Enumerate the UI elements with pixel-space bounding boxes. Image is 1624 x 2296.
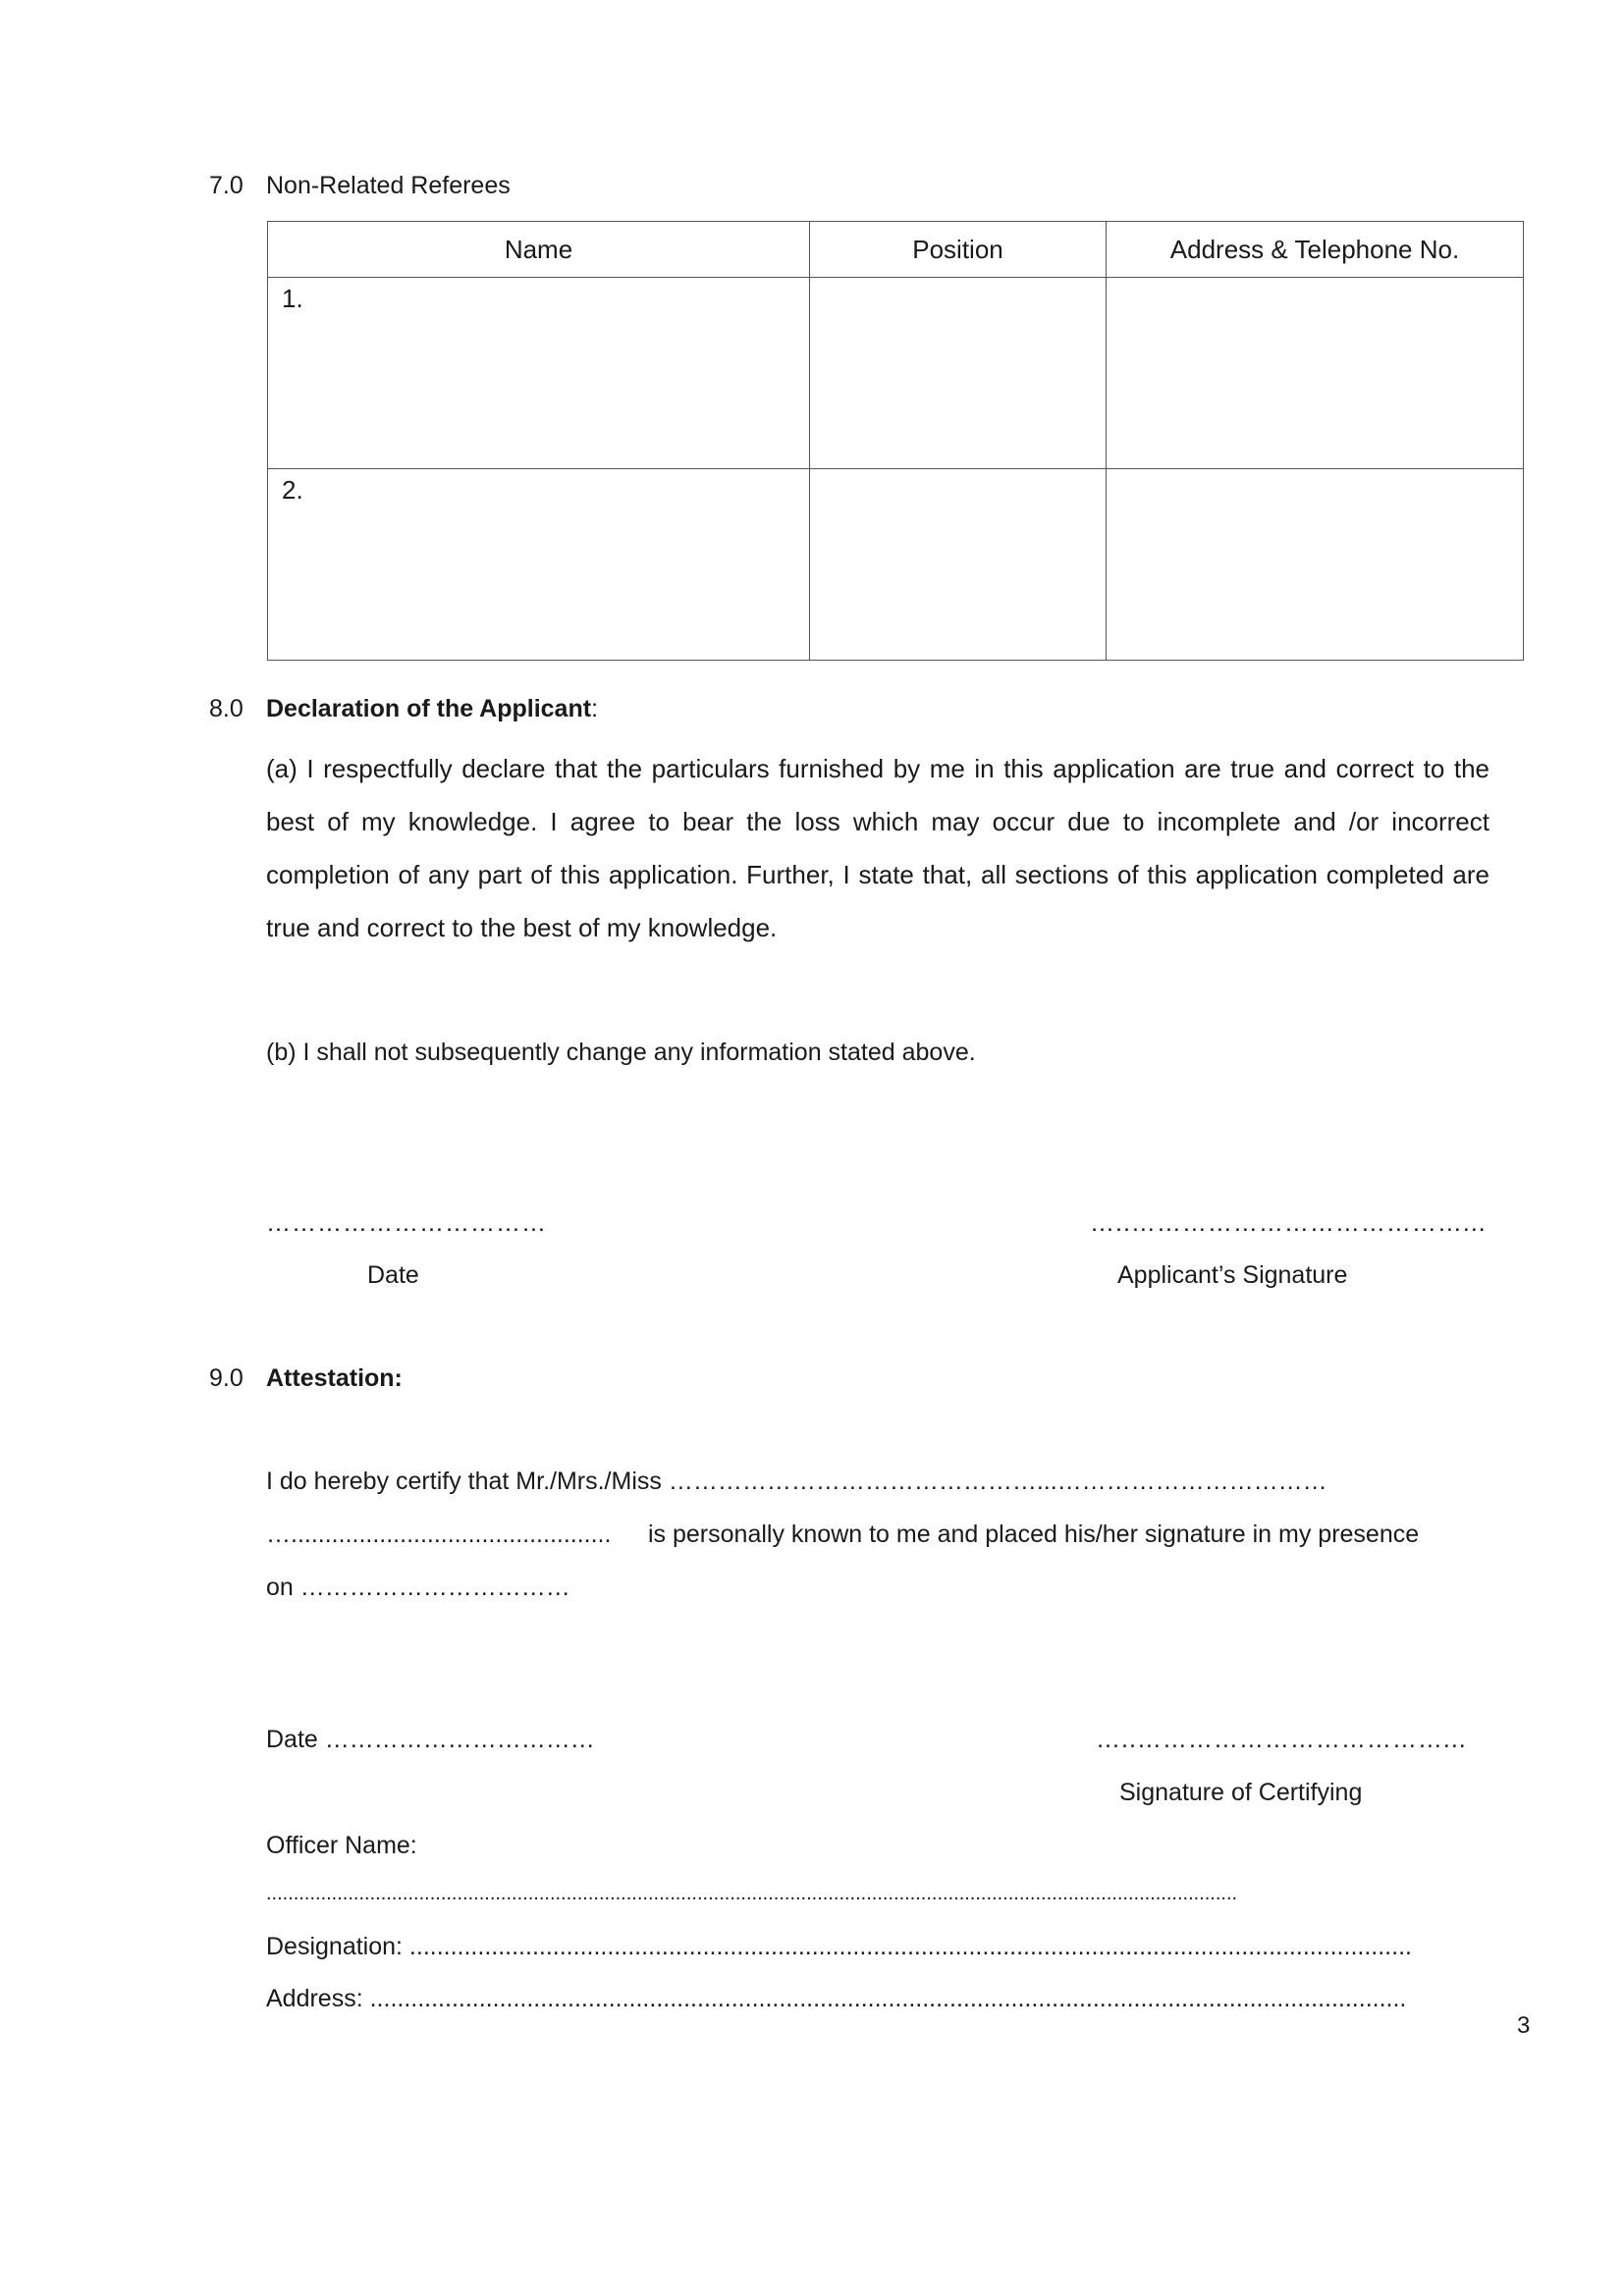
referee-1-name-cell[interactable]: 1.	[268, 278, 810, 469]
applicant-date-label: Date	[367, 1261, 419, 1289]
table-row	[268, 469, 1524, 661]
declaration-paragraph-b: (b) I shall not subsequently change any information stated above.	[266, 1039, 976, 1066]
column-header-name: Name	[268, 222, 810, 278]
applicant-signature-line[interactable]: …..…………………………………...	[1090, 1209, 1487, 1237]
column-header-position: Position	[810, 222, 1107, 278]
table-header-row	[268, 222, 1524, 278]
section-9-number: 9.0	[209, 1364, 244, 1392]
section-9-title: Attestation:	[266, 1364, 403, 1392]
referee-1-address-cell[interactable]	[1107, 278, 1524, 469]
certifying-signature-line[interactable]: …..………………………………...	[1096, 1726, 1467, 1753]
attestation-date-line[interactable]: Date ……………………………	[266, 1726, 595, 1753]
certify-line-2-dots[interactable]: …...............................................	[266, 1521, 612, 1548]
table-row	[268, 278, 1524, 469]
address-line[interactable]: Address: ........................................................................................................................................................	[266, 1985, 1407, 2012]
certifying-signature-label: Signature of Certifying	[1119, 1779, 1363, 1806]
certify-line-1: I do hereby certify that Mr./Mrs./Miss ………………………………………...……………………………	[266, 1468, 1327, 1495]
section-7-number: 7.0	[209, 172, 244, 199]
officer-name-line[interactable]: ..................................................................................................................................................................................	[266, 1883, 1238, 1904]
section-8-number: 8.0	[209, 695, 244, 722]
referee-1-position-cell[interactable]	[810, 278, 1107, 469]
referee-2-name-cell[interactable]: 2.	[268, 469, 810, 661]
referee-2-address-cell[interactable]	[1107, 469, 1524, 661]
section-8-heading	[266, 695, 598, 723]
section-8-title: Declaration of the Applicant	[266, 695, 592, 722]
applicant-date-line[interactable]: ……………………………	[266, 1209, 547, 1237]
certify-line-2-text: is personally known to me and placed his/her signature in my presence	[648, 1521, 1420, 1548]
declaration-paragraph-a: (a) I respectfully declare that the particulars furnished by me in this application are true and correct to the best of my knowledge. I agree to bear the loss which may occur due to incomplete and /or incorrect completion of any part of this application. Further, I state that, all sections of this application completed are true and correct to the best of my knowledge.	[266, 754, 1489, 942]
applicant-signature-label: Applicant’s Signature	[1117, 1261, 1348, 1289]
referee-2-position-cell[interactable]	[810, 469, 1107, 661]
certify-line-3: on ……………………………	[266, 1574, 570, 1601]
section-8-title-suffix: :	[591, 695, 599, 722]
column-header-address: Address & Telephone No.	[1107, 222, 1524, 278]
page-number: 3	[1517, 2012, 1531, 2039]
referees-table	[267, 221, 1524, 661]
section-7-title: Non-Related Referees	[266, 172, 511, 199]
designation-line[interactable]: Designation: ...................................................................................................................................................	[266, 1933, 1412, 1960]
officer-name-label: Officer Name:	[266, 1832, 417, 1859]
